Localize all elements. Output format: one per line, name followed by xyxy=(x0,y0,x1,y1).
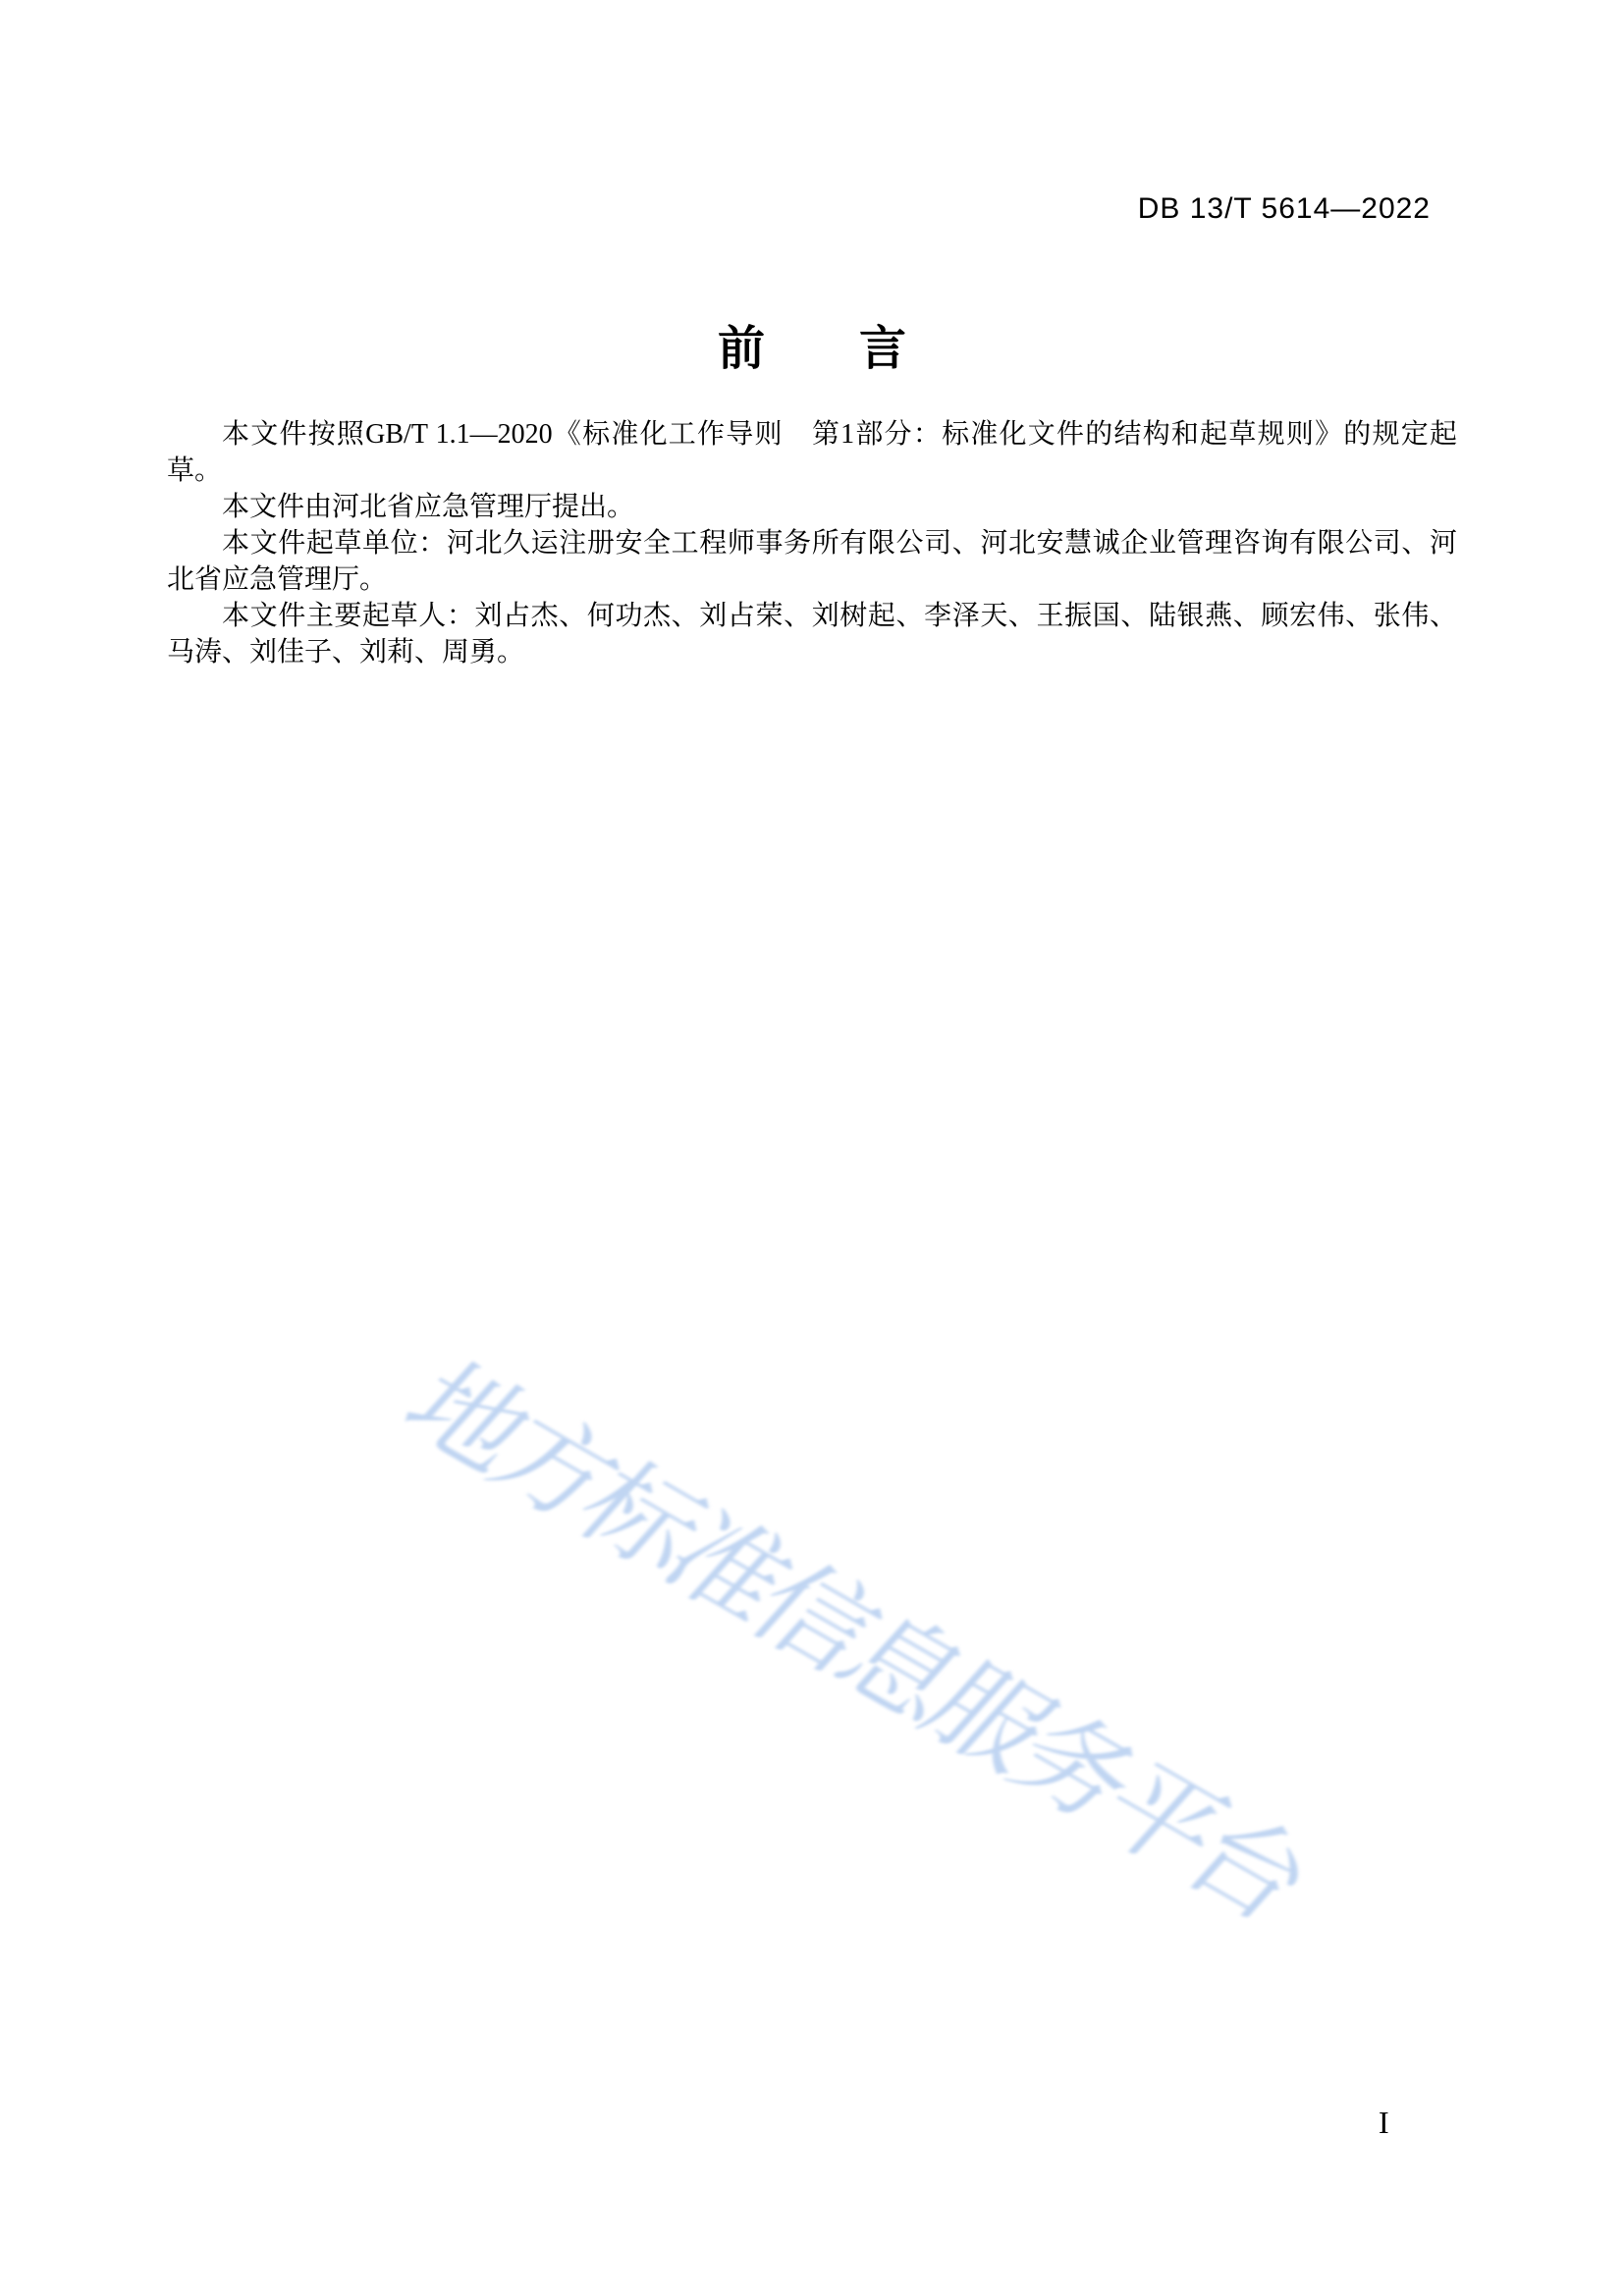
paragraph-proposed-by: 本文件由河北省应急管理厅提出。 xyxy=(222,492,635,522)
paragraph-drafting-organizations: 本文件起草单位：河北久运注册安全工程师事务所有限公司、河北安慧诚企业管理咨询有限公司、河北省应急管理厅。 xyxy=(167,528,1457,595)
foreword-title: 前 言 xyxy=(717,323,906,375)
paragraph-main-drafters: 本文件主要起草人：刘占杰、何功杰、刘占荣、刘树起、李泽天、王振国、陆银燕、顾宏伟、张伟、马涛、刘佳子、刘莉、周勇。 xyxy=(167,601,1457,667)
page-number: I xyxy=(1379,2105,1389,2140)
diagonal-watermark: 地方标准信息服务平台 xyxy=(380,1345,1331,1938)
paragraph-drafting-basis: 本文件按照GB/T 1.1—2020《标准化工作导则 第1部分：标准化文件的结构和起草规则》的规定起草。 xyxy=(167,419,1457,486)
standard-doc-number: DB 13/T 5614—2022 xyxy=(1137,192,1431,225)
foreword-body xyxy=(167,416,1457,670)
